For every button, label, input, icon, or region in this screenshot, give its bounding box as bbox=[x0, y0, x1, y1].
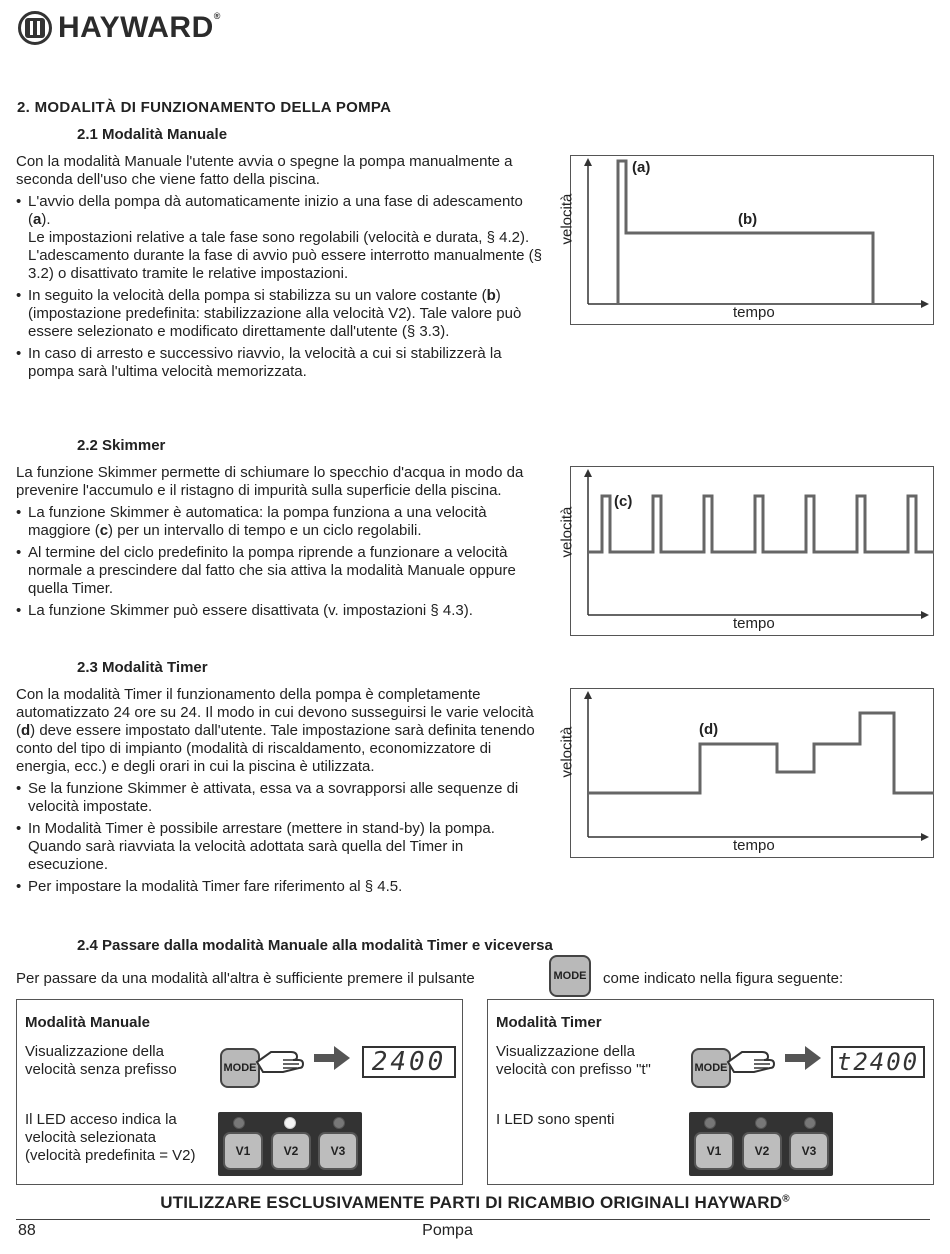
list-item: • L'avvio della pompa dà automaticamente inizio a una fase di adescamento (a). Le impostazioni relative a tale fase sono regolabili (velocità e durata, § 4.2). L'adescamento durante la fase di avvio può essere interrotto manualmente (§ 3.2) o disattivato tramite le relative impostazioni. bbox=[16, 193, 546, 283]
speed-curve bbox=[588, 496, 934, 552]
brand-name: HAYWARD® bbox=[58, 11, 221, 44]
skimmer-text bbox=[16, 464, 546, 620]
right-arrow-icon bbox=[314, 1046, 350, 1070]
mark-c: (c) bbox=[614, 493, 633, 510]
switch-instruction-post: come indicato nella figura seguente: bbox=[603, 970, 844, 987]
manual-mode-box bbox=[16, 999, 463, 1185]
y-axis-arrow bbox=[584, 691, 592, 699]
section-title: 2. MODALITÀ DI FUNZIONAMENTO DELLA POMPA bbox=[17, 99, 392, 116]
subsection-title-timer: 2.3 Modalità Timer bbox=[77, 659, 208, 676]
y-axis-label: velocità bbox=[558, 193, 576, 245]
speed-button-panel bbox=[689, 1112, 833, 1176]
manual-display-desc: Visualizzazione della velocità senza prefisso bbox=[25, 1043, 177, 1078]
list-item: • In caso di arresto e successivo riavvio, la velocità a cui si stabilizzerà la pompa sarà l'ultima velocità memorizzata. bbox=[16, 345, 546, 381]
x-axis-label: tempo bbox=[733, 837, 775, 854]
figure-manual-svg bbox=[571, 156, 935, 326]
timer-intro: Con la modalità Timer il funzionamento della pompa è completamente automatizzato 24 ore su 24. Il modo in cui devono susseguirsi le varie velocità (d) deve essere impostato dall'utente. Tale impostazione sarà definita tenendo conto del tipo di impianto (modalità di riscaldamento, economizzatore di energia, ecc.) e degli orari in cui la piscina è utilizzata. bbox=[16, 686, 535, 775]
v2-button: V2 bbox=[271, 1132, 311, 1170]
timer-mode-box bbox=[487, 999, 934, 1185]
timer-text bbox=[16, 686, 546, 896]
y-axis-label: velocità bbox=[558, 506, 576, 558]
v3-button: V3 bbox=[789, 1132, 829, 1170]
subsection-title-manual: 2.1 Modalità Manuale bbox=[77, 126, 228, 143]
led-v1 bbox=[233, 1117, 245, 1129]
list-item: • La funzione Skimmer è automatica: la pompa funziona a una velocità maggiore (c) per un intervallo di tempo e un ciclo regolabili. bbox=[16, 504, 546, 540]
pointing-hand-icon bbox=[253, 1042, 305, 1080]
led-v3 bbox=[804, 1117, 816, 1129]
right-arrow-icon bbox=[785, 1046, 821, 1070]
footer-note: UTILIZZARE ESCLUSIVAMENTE PARTI DI RICAMBIO ORIGINALI HAYWARD® bbox=[160, 1193, 790, 1212]
list-item: • La funzione Skimmer può essere disattivata (v. impostazioni § 4.3). bbox=[16, 602, 546, 620]
mode-button: MODE bbox=[220, 1048, 260, 1088]
y-axis-arrow bbox=[584, 158, 592, 166]
timer-display-desc: Visualizzazione della velocità con prefisso "t" bbox=[496, 1043, 651, 1078]
x-axis-label: tempo bbox=[733, 304, 775, 321]
manual-led-desc: Il LED acceso indica la velocità selezionata (velocità predefinita = V2) bbox=[25, 1111, 196, 1164]
x-axis-arrow bbox=[921, 833, 929, 841]
mode-button: MODE bbox=[549, 955, 591, 997]
v3-button: V3 bbox=[318, 1132, 358, 1170]
led-v3 bbox=[333, 1117, 345, 1129]
manual-intro: Con la modalità Manuale l'utente avvia o spegne la pompa manualmente a seconda dell'uso che viene fatto della piscina. bbox=[16, 153, 513, 188]
speed-curve bbox=[588, 713, 934, 793]
manual-text bbox=[16, 153, 546, 381]
speed-button-panel bbox=[218, 1112, 362, 1176]
mode-button: MODE bbox=[691, 1048, 731, 1088]
speed-display: 2400 bbox=[362, 1046, 456, 1078]
v2-button: V2 bbox=[742, 1132, 782, 1170]
switch-instruction-pre: Per passare da una modalità all'altra è sufficiente premere il pulsante bbox=[16, 970, 475, 987]
v1-button: V1 bbox=[694, 1132, 734, 1170]
led-v1 bbox=[704, 1117, 716, 1129]
speed-curve bbox=[618, 161, 873, 304]
led-v2 bbox=[284, 1117, 296, 1129]
mark-d: (d) bbox=[699, 721, 719, 738]
list-item: • In Modalità Timer è possibile arrestare (mettere in stand-by) la pompa. Quando sarà riavviata la velocità adottata sarà quella del Timer in esecuzione. bbox=[16, 820, 546, 874]
page-label: Pompa bbox=[422, 1222, 473, 1239]
footer-divider bbox=[16, 1219, 930, 1220]
page-number: 88 bbox=[18, 1222, 36, 1239]
list-item: • Al termine del ciclo predefinito la pompa riprende a funzionare a velocità normale a prescindere dal fatto che sia attiva la modalità Manuale oppure quella Timer. bbox=[16, 544, 546, 598]
figure-timer-svg bbox=[571, 689, 935, 859]
timer-box-title: Modalità Timer bbox=[496, 1014, 602, 1031]
figure-skimmer-speed bbox=[558, 466, 934, 636]
x-axis-arrow bbox=[921, 300, 929, 308]
pointing-hand-icon bbox=[724, 1042, 776, 1080]
v1-button: V1 bbox=[223, 1132, 263, 1170]
timer-led-desc: I LED sono spenti bbox=[496, 1111, 615, 1128]
y-axis-label: velocità bbox=[558, 726, 576, 778]
skimmer-intro: La funzione Skimmer permette di schiumare lo specchio d'acqua in modo da prevenire l'accumulo e il ristagno di impurità sulla superficie della piscina. bbox=[16, 464, 524, 499]
y-axis-arrow bbox=[584, 469, 592, 477]
list-item: • In seguito la velocità della pompa si stabilizza su un valore costante (b) (impostazione predefinita: stabilizzazione alla velocità V2). Tale valore può essere selezionato e modificato direttamente dall'utente (§ 3.3). bbox=[16, 287, 546, 341]
mark-b: (b) bbox=[738, 211, 758, 228]
x-axis-label: tempo bbox=[733, 615, 775, 632]
subsection-title-skimmer: 2.2 Skimmer bbox=[77, 437, 166, 454]
subsection-title-switch: 2.4 Passare dalla modalità Manuale alla modalità Timer e viceversa bbox=[77, 937, 553, 954]
x-axis-arrow bbox=[921, 611, 929, 619]
hayward-logo-icon bbox=[18, 11, 52, 45]
figure-timer-speed bbox=[558, 688, 934, 858]
led-v2 bbox=[755, 1117, 767, 1129]
manual-box-title: Modalità Manuale bbox=[25, 1014, 151, 1031]
hayward-logo bbox=[18, 10, 258, 46]
mark-a: (a) bbox=[632, 159, 651, 176]
speed-display: t2400 bbox=[831, 1046, 925, 1078]
list-item: • Se la funzione Skimmer è attivata, essa va a sovrapporsi alle sequenze di velocità impostate. bbox=[16, 780, 546, 816]
list-item: • Per impostare la modalità Timer fare riferimento al § 4.5. bbox=[16, 878, 546, 896]
figure-manual-speed bbox=[558, 155, 934, 325]
